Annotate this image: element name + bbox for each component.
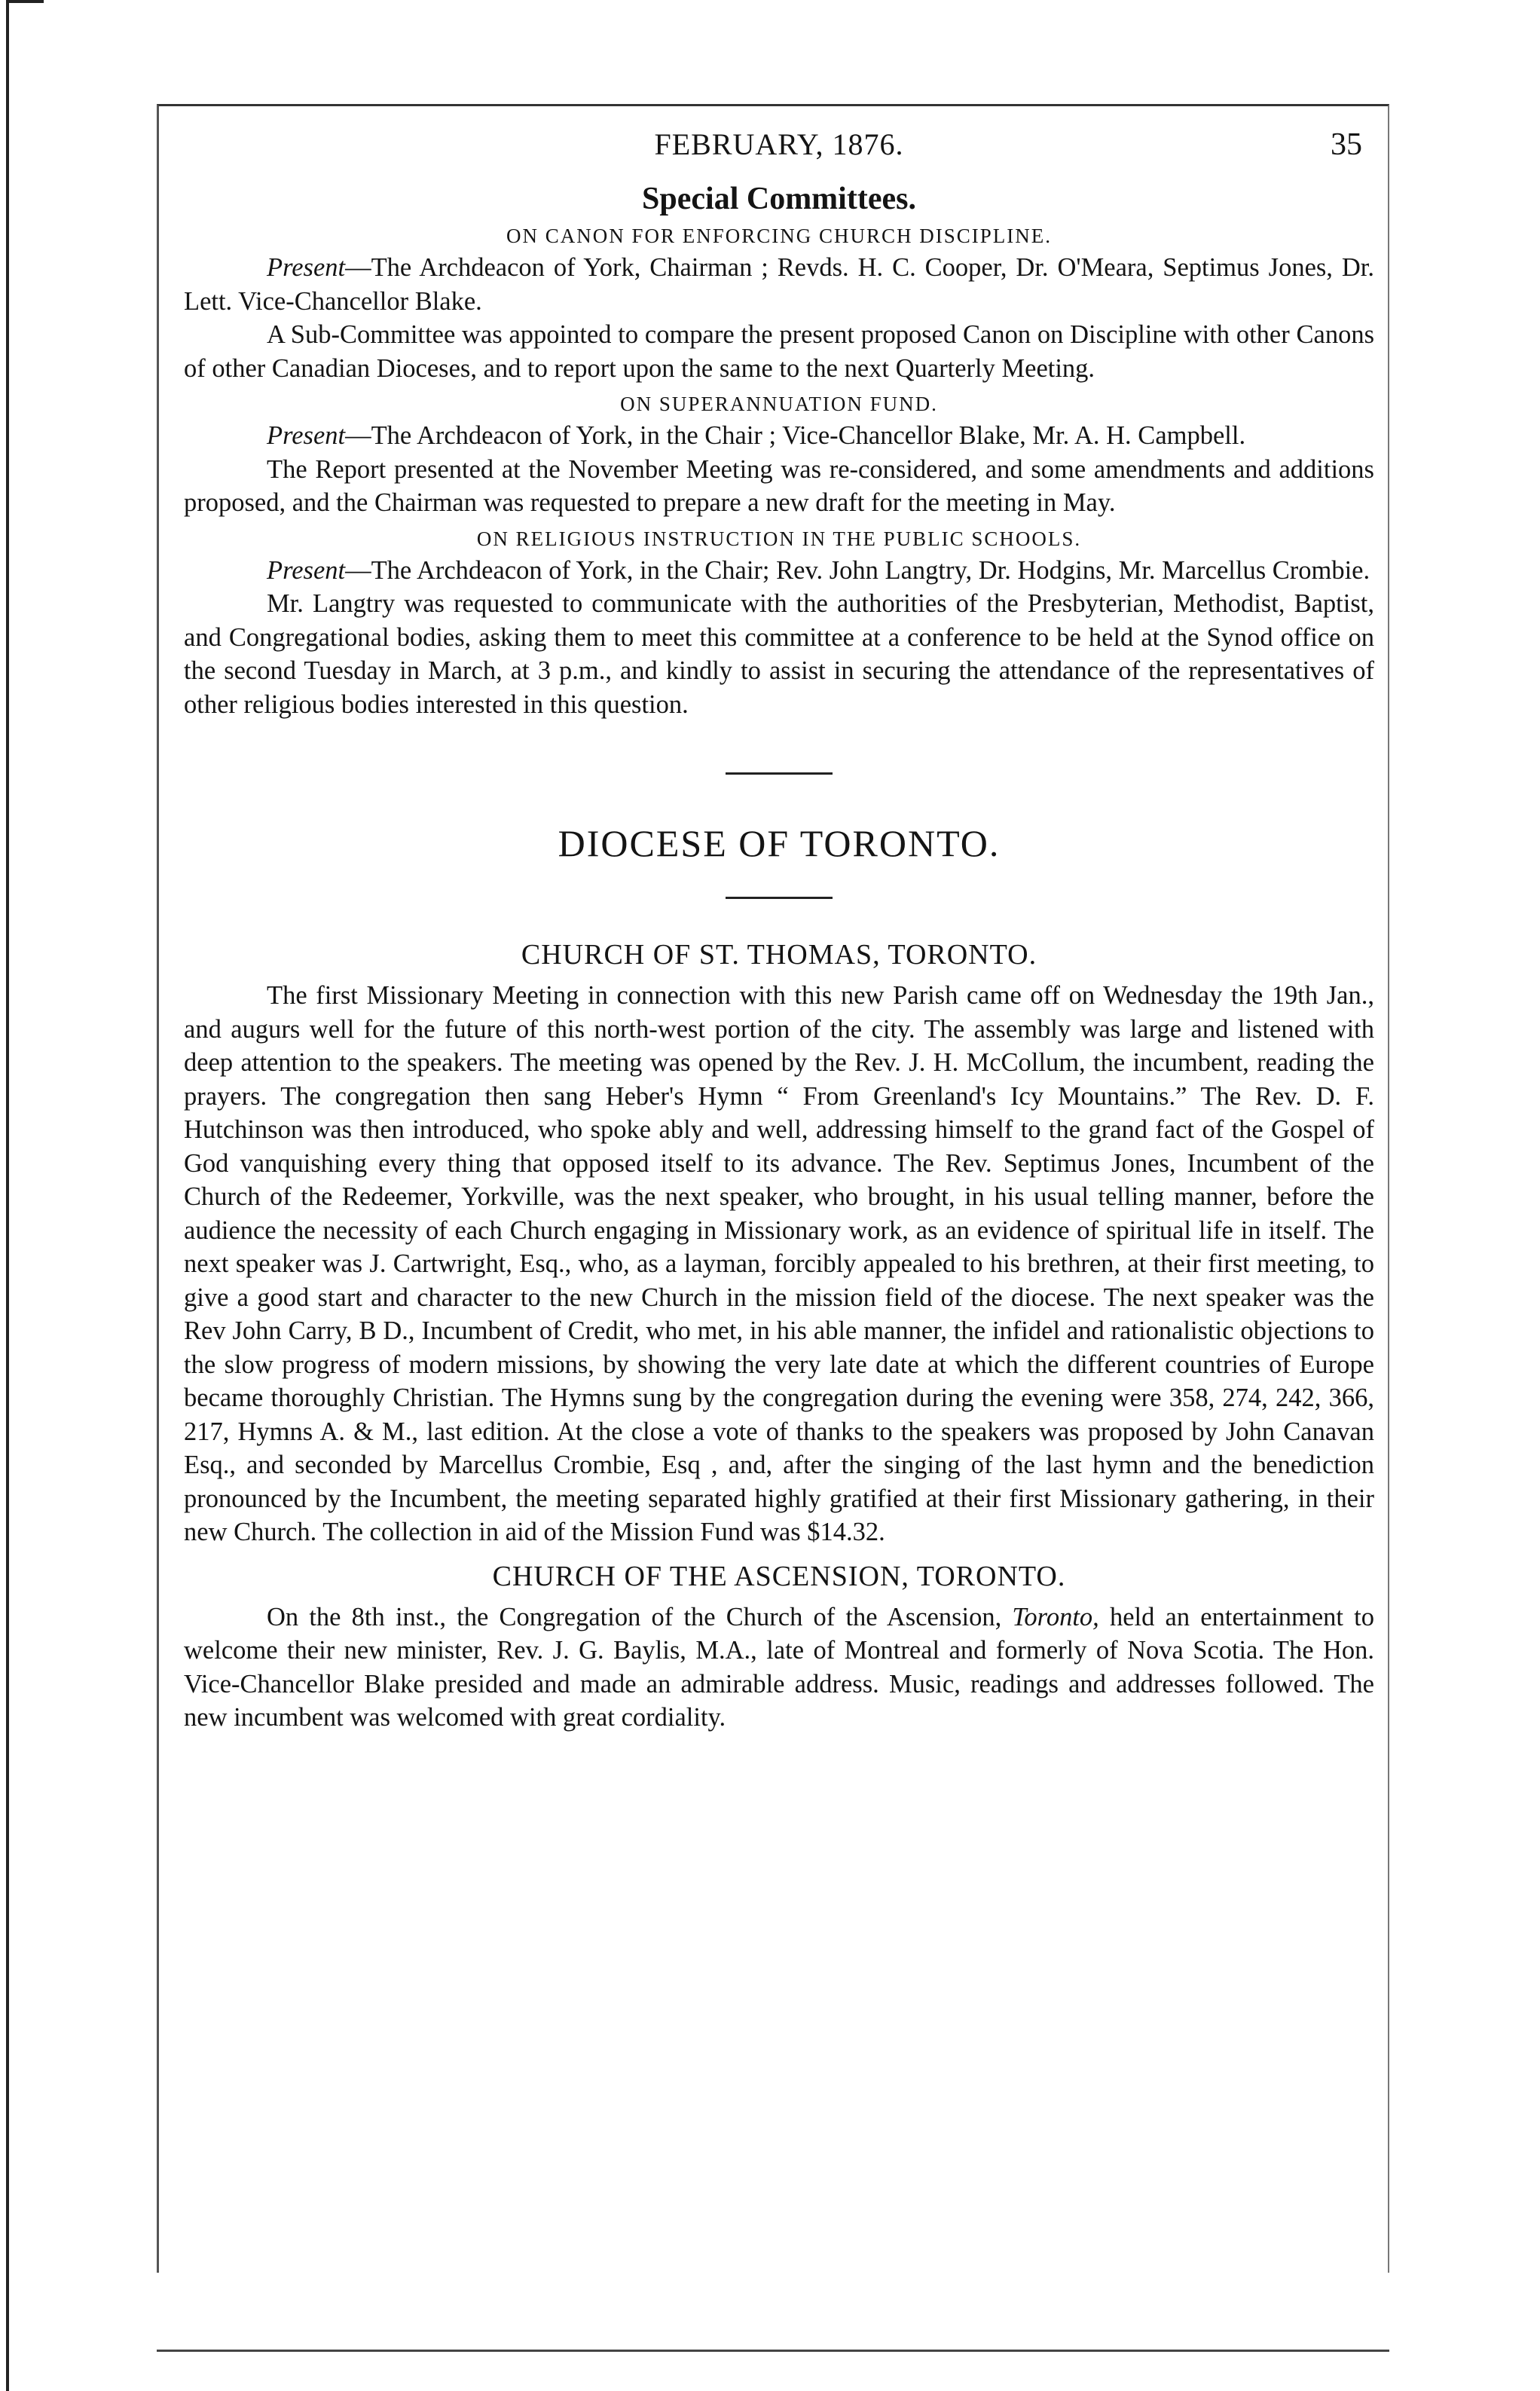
present-label: Present — [267, 421, 346, 450]
superannuation-present — [184, 419, 1374, 453]
religious-instruction-body: Mr. Langtry was requested to communicate with the authorities of the Presbyterian, Methodist, Baptist, and Congregational bodies, asking them to meet this committee at a conference to be held at the Synod office on the second Tuesday in March, at 3 p.m., and kindly to assist in securing the attendance of the representatives of other religious bodies interested in this question. — [184, 589, 1374, 719]
st-thomas-body: The first Missionary Meeting in connection with this new Parish came off on Wednesday the 19th Jan., and augurs well for the future of this north-west portion of the city. The assembly was large and listened with deep attention to the speakers. The meeting was opened by the Rev. J. H. McCollum, the incumbent, reading the prayers. The congregation then sang Heber's Hymn “ From Greenland's Icy Mountains.” The Rev. D. F. Hutchinson was then introduced, who spoke ably and well, addressing himself to the grand fact of the Gospel of God vanquishing every thing that opposed itself to its advance. The Rev. Septimus Jones, Incumbent of the Church of the Redeemer, Yorkville, was the next speaker, who brought, in his usual telling manner, before the audience the necessity of each Church engaging in Missionary work, as an evidence of spiritual life in itself. The next speaker was J. Cartwright, Esq., who, as a layman, forcibly appealed to his brethren, at their first meeting, to give a good start and character to the new Church in the mission field of the diocese. The next speaker was the Rev John Carry, B D., Incumbent of Credit, who met, in his able manner, the infidel and rationalistic objections to the slow progress of modern missions, by showing the very late date at which the different countries of Europe became thoroughly Christian. The Hymns sung by the congregation during the evening were 358, 274, 242, 366, 217, Hymns A. & M., last edition. At the close a vote of thanks to the speakers was proposed by John Canavan Esq., and seconded by Marcellus Crombie, Esq , and, after the singing of the last hymn and the benediction pronounced by the Incumbent, the meeting separated highly gratified at their first Missionary gathering, in their new Church. The collection in aid of the Mission Fund was $14.32. — [184, 981, 1374, 1546]
scan-edge-left — [6, 0, 9, 2391]
ascension-place: Toronto, — [1012, 1602, 1099, 1631]
superannuation-subhead: ON SUPERANNUATION FUND. — [620, 393, 938, 415]
ascension-heading: CHURCH OF THE ASCENSION, TORONTO. — [492, 1560, 1066, 1592]
ascension-body-start: On the 8th inst., the Congregation of the Church of the Ascension, — [267, 1602, 1013, 1631]
discipline-body: A Sub-Committee was appointed to compare the present proposed Canon on Discipline with other Canons of other Canadian Dioceses, and to report upon the same to the next Quarterly Meeting. — [184, 320, 1374, 383]
discipline-present — [184, 251, 1374, 318]
diocese-title: DIOCESE OF TORONTO. — [558, 822, 1001, 864]
present-label: Present — [267, 555, 346, 585]
present-text: —The Archdeacon of York, in the Chair; Rev. John Langtry, Dr. Hodgins, Mr. Marcellus Crombie. — [345, 555, 1370, 585]
page-number: 35 — [1331, 127, 1362, 162]
religious-instruction-subhead: ON RELIGIOUS INSTRUCTION IN THE PUBLIC SCHOOLS. — [476, 527, 1082, 550]
present-label: Present — [267, 253, 346, 282]
discipline-subhead: ON CANON FOR ENFORCING CHURCH DISCIPLINE. — [506, 225, 1053, 247]
bottom-rule — [157, 2350, 1389, 2352]
superannuation-body: The Report presented at the November Meeting was re-considered, and some amendments and additions proposed, and the Chairman was requested to prepare a new draft for the meeting in May. — [184, 454, 1374, 517]
special-committees-title: Special Committees. — [642, 182, 916, 216]
page-content — [184, 113, 1374, 1735]
page-header — [184, 113, 1374, 173]
scan-edge-top — [6, 0, 44, 3]
ascension-body-end: held an entertainment to welcome their new minister, Rev. J. G. Baylis, M.A., late of Montreal and formerly of Nova Scotia. The Hon. Vice-Chancellor Blake presided and made an admirable address. Music, readings and addresses followed. The new incumbent was welcomed with great cordiality. — [184, 1602, 1374, 1732]
running-head: FEBRUARY, 1876. — [654, 127, 904, 161]
ascension-body — [184, 1601, 1374, 1735]
present-text: —The Archdeacon of York, Chairman ; Revds. H. C. Cooper, Dr. O'Meara, Septimus Jones, Dr. Lett. Vice-Chancellor Blake. — [184, 253, 1374, 316]
present-text: —The Archdeacon of York, in the Chair ; Vice-Chancellor Blake, Mr. A. H. Campbell. — [345, 421, 1246, 450]
st-thomas-heading: CHURCH OF ST. THOMAS, TORONTO. — [521, 939, 1037, 971]
religious-instruction-present — [184, 554, 1374, 588]
